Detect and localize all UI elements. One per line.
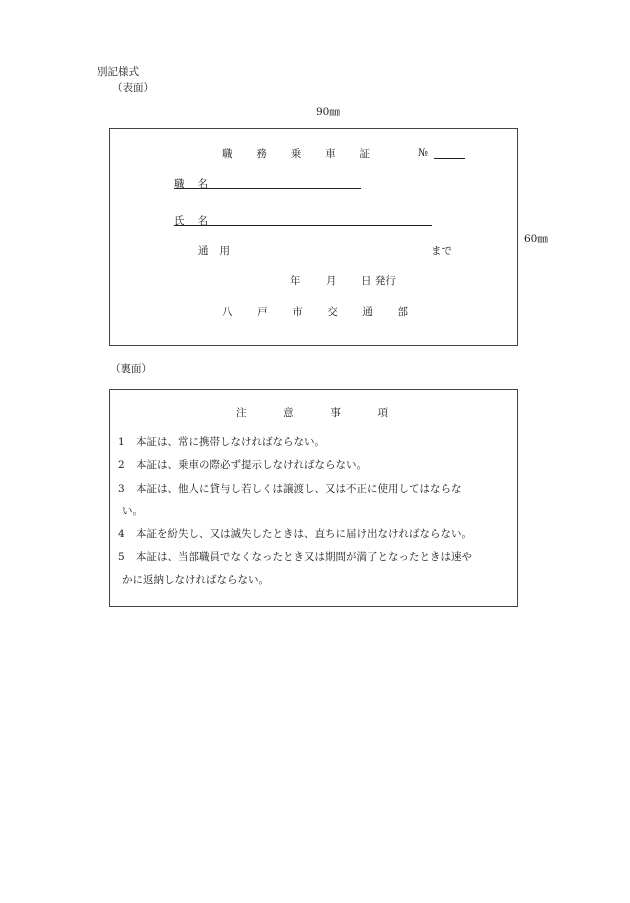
issuer-char: 部 — [397, 306, 408, 318]
job-title-label-char: 職 — [174, 178, 185, 190]
notes-title — [236, 405, 388, 420]
note-text: 本証は、他人に貸与し若しくは譲渡し、又は不正に使用してはならな — [136, 483, 462, 495]
name-line — [174, 225, 432, 226]
notes-title-char: 注 — [236, 407, 247, 419]
card-number-label: № — [418, 147, 428, 159]
date-year: 年 — [290, 275, 301, 287]
back-side-label: （裏面） — [110, 363, 152, 375]
width-dimension-label: 90㎜ — [316, 106, 340, 118]
note-item — [118, 434, 325, 449]
card-title-char: 職 — [222, 148, 233, 160]
valid-label-char: 用 — [219, 245, 230, 257]
name-label-char: 氏 — [174, 215, 185, 227]
card-title-char: 務 — [256, 148, 267, 160]
valid-label — [198, 243, 230, 258]
notes-title-char: 意 — [283, 407, 294, 419]
card-title-char: 証 — [359, 148, 370, 160]
note-number: 1 — [118, 436, 125, 448]
job-title-line — [174, 188, 361, 189]
note-number: 3 — [118, 483, 125, 495]
note-number: 2 — [118, 459, 125, 471]
notes-title-char: 事 — [330, 407, 341, 419]
height-dimension-label: 60㎜ — [524, 233, 548, 245]
note-continuation: かに返納しなければならない。 — [122, 574, 269, 586]
issuer — [222, 304, 408, 319]
card-title-char: 車 — [325, 148, 336, 160]
date-month: 月 — [326, 275, 337, 287]
note-item — [118, 549, 472, 564]
name-label-char: 名 — [197, 215, 208, 227]
job-title-label-char: 名 — [197, 178, 208, 190]
card-front — [109, 128, 518, 346]
valid-until-label: まで — [431, 245, 452, 257]
form-heading: 別記様式 — [97, 66, 139, 78]
note-item — [118, 526, 472, 541]
front-side-label: （表面） — [112, 82, 154, 94]
issuer-char: 戸 — [257, 306, 268, 318]
note-item — [118, 457, 367, 472]
card-number-line — [434, 158, 465, 159]
issuer-char: 通 — [362, 306, 373, 318]
note-continuation: い。 — [122, 505, 143, 517]
note-number: 5 — [118, 551, 125, 563]
note-text: 本証は、常に携帯しなければならない。 — [136, 436, 325, 448]
note-text: 本証は、当部職員でなくなったとき又は期間が満了となったときは速や — [136, 551, 472, 563]
note-text: 本証は、乗車の際必ず提示しなければならない。 — [136, 459, 367, 471]
card-title-char: 乗 — [290, 148, 302, 160]
issuer-char: 八 — [222, 306, 233, 318]
note-item — [118, 481, 462, 496]
note-text: 本証を紛失し、又は滅失したときは、直ちに届け出なければならない。 — [136, 528, 472, 540]
issuer-char: 交 — [327, 306, 338, 318]
note-number: 4 — [118, 528, 125, 540]
date-day-issued: 日 発行 — [361, 275, 396, 287]
card-title — [222, 146, 370, 161]
notes-title-char: 項 — [377, 407, 388, 419]
issuer-char: 市 — [292, 306, 303, 318]
valid-label-char: 通 — [198, 245, 209, 257]
